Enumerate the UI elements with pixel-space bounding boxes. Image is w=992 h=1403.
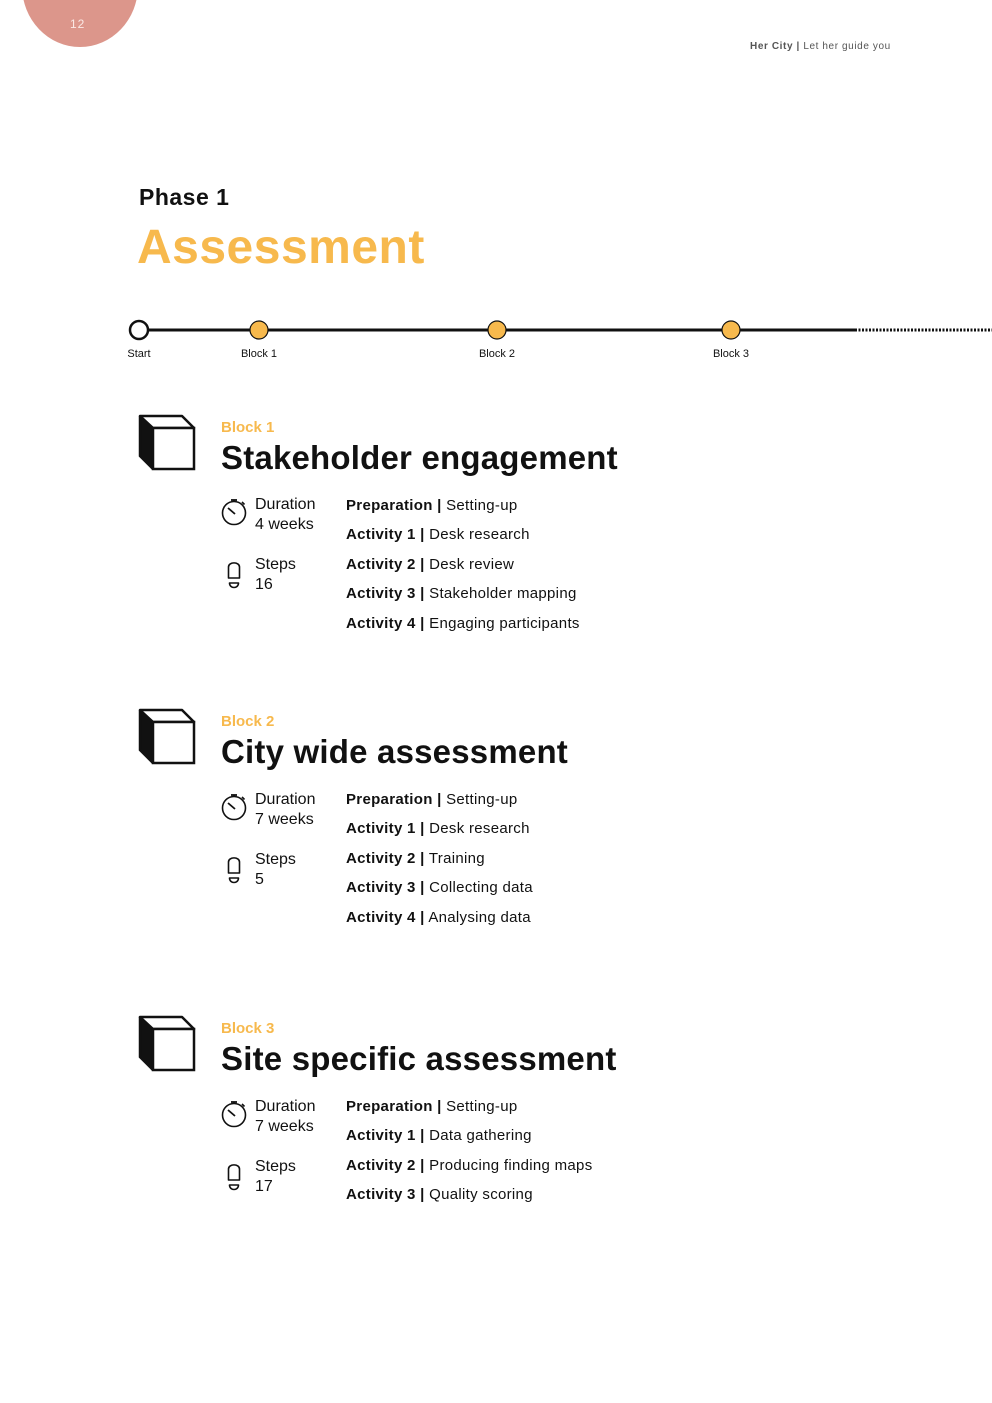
- activity-label: Activity 2 |: [346, 849, 425, 867]
- timeline-stop-start: [130, 321, 148, 339]
- activity-label: Activity 1 |: [346, 820, 425, 838]
- block-tag: Block 1: [221, 419, 275, 436]
- list-item: [346, 614, 580, 643]
- duration-value: 7 weeks: [255, 1118, 314, 1135]
- activity-text: Setting-up: [446, 1098, 518, 1115]
- duration-value: 7 weeks: [255, 811, 314, 828]
- footprint-icon: [220, 558, 248, 594]
- timeline-label-block-1: Block 1: [240, 348, 278, 360]
- block-title: Site specific assessment: [221, 1040, 617, 1077]
- activity-label: Activity 1 |: [346, 1127, 425, 1145]
- brand-tagline: Let her guide you: [803, 41, 891, 52]
- activity-list: [346, 496, 580, 643]
- duration-info: [255, 790, 315, 830]
- phase-title: Assessment: [137, 221, 425, 274]
- duration-info: [255, 495, 315, 535]
- list-item: [346, 584, 580, 613]
- phase-timeline: [0, 0, 992, 400]
- block-title: City wide assessment: [221, 733, 568, 770]
- block-tag: Block 2: [221, 713, 275, 730]
- activity-text: Setting-up: [446, 497, 518, 514]
- activity-list: [346, 1097, 593, 1215]
- steps-label: Steps: [255, 556, 296, 573]
- activity-text: Analysing data: [428, 908, 531, 926]
- activity-label: Activity 3 |: [346, 879, 425, 897]
- activity-list: [346, 790, 533, 937]
- block-title: Stakeholder engagement: [221, 439, 618, 476]
- list-item: [346, 1156, 593, 1185]
- duration-label: Duration: [255, 496, 316, 513]
- list-item: [346, 496, 580, 525]
- steps-value: 17: [255, 1178, 273, 1195]
- list-item: [346, 1126, 593, 1155]
- steps-info: [255, 555, 296, 595]
- activity-text: Stakeholder mapping: [429, 585, 577, 603]
- cube-icon: [138, 708, 196, 765]
- list-item: [346, 525, 580, 554]
- list-item: [346, 908, 533, 937]
- list-item: [346, 849, 533, 878]
- timeline-label-start: Start: [127, 348, 151, 360]
- duration-value: 4 weeks: [255, 516, 314, 533]
- steps-value: 16: [255, 576, 273, 593]
- activity-text: Producing finding maps: [429, 1156, 593, 1174]
- activity-text: Desk research: [429, 526, 530, 544]
- steps-value: 5: [255, 871, 264, 888]
- activity-label: Preparation |: [346, 497, 442, 514]
- list-item: [346, 1185, 593, 1214]
- activity-text: Data gathering: [429, 1127, 532, 1145]
- duration-label: Duration: [255, 1098, 316, 1115]
- page-number: 12: [70, 17, 86, 31]
- brand-name: Her City |: [750, 41, 800, 52]
- cube-icon: [138, 414, 196, 471]
- activity-text: Collecting data: [429, 879, 533, 897]
- timeline-label-block-3: Block 3: [712, 348, 750, 360]
- steps-label: Steps: [255, 851, 296, 868]
- phase-label: Phase 1: [139, 184, 230, 210]
- footprint-icon: [220, 853, 248, 889]
- steps-label: Steps: [255, 1158, 296, 1175]
- steps-info: [255, 1157, 296, 1197]
- activity-label: Activity 2 |: [346, 1156, 425, 1174]
- list-item: [346, 878, 533, 907]
- list-item: [346, 819, 533, 848]
- cube-icon: [138, 1015, 196, 1072]
- stopwatch-icon: [220, 793, 248, 821]
- activity-label: Activity 2 |: [346, 555, 425, 573]
- timeline-label-block-2: Block 2: [478, 348, 516, 360]
- stopwatch-icon: [220, 1100, 248, 1128]
- activity-text: Engaging participants: [429, 614, 580, 632]
- timeline-stop-block-1: [250, 321, 268, 339]
- list-item: [346, 1097, 593, 1126]
- activity-text: Training: [428, 849, 485, 867]
- duration-info: [255, 1097, 315, 1137]
- activity-label: Preparation |: [346, 791, 442, 808]
- activity-text: Desk review: [429, 555, 515, 573]
- activity-text: Setting-up: [446, 791, 518, 808]
- list-item: [346, 790, 533, 819]
- steps-info: [255, 850, 296, 890]
- timeline-stop-block-2: [488, 321, 506, 339]
- activity-label: Preparation |: [346, 1098, 442, 1115]
- activity-label: Activity 4 |: [346, 614, 425, 632]
- stopwatch-icon: [220, 498, 248, 526]
- activity-label: Activity 3 |: [346, 585, 425, 603]
- footprint-icon: [220, 1160, 248, 1196]
- activity-text: Quality scoring: [429, 1186, 533, 1204]
- timeline-stop-block-3: [722, 321, 740, 339]
- activity-label: Activity 3 |: [346, 1186, 425, 1204]
- duration-label: Duration: [255, 791, 316, 808]
- activity-text: Desk research: [429, 820, 530, 838]
- activity-label: Activity 1 |: [346, 526, 425, 544]
- block-tag: Block 3: [221, 1020, 275, 1037]
- list-item: [346, 555, 580, 584]
- activity-label: Activity 4 |: [346, 908, 425, 926]
